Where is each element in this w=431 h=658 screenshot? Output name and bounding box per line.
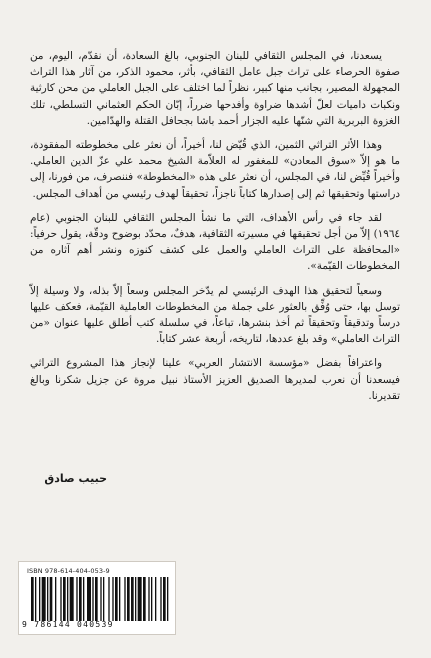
barcode-bar bbox=[160, 577, 161, 621]
paragraph-1: يسعدنا، في المجلس الثقافي للبنان الجنوبي، بالغ السعادة، أن نقدّم، اليوم، من صفوة الحرصاء على تراث جبل عامل الثقافي، بأثر، محمود الذكر، من آثار هذا التراث المجهولة المصير، بجانب منها كبير، نظراً لما اختلف على الجبل العاملي من محن كارثية ونكبات داميات لعلّ أشدها ضراوة وأفدحها ضرراً، إبّان الحكم العثماني التسلطي، تلك الغزوة البربرية التي شنّها عليه الجزار أحمد باشا بجحافل القتلة والهدّامين. bbox=[30, 50, 400, 127]
barcode-bar bbox=[148, 577, 149, 621]
barcode-bar bbox=[119, 577, 120, 621]
paragraph-4: وسعياً لتحقيق هذا الهدف الرئيسي لم يدّخر المجلس وسعاً إلاّ بذله، ولا وسيلة إلاّ توسل بها، حتى وُفِّق بالعثور على جملة من المخطوطات العاملية القيّمة، فعكف عليها درساً وتدقيقاً وتحقيقاً ثم أخذ بنشرها، تباعاً، في سلسلة كتب أطلق عليها عنوان «من التراث العاملي» وقد بلغ عددها، لتاريخه، أربعة عشر كتاباً. bbox=[30, 284, 400, 346]
body-text bbox=[30, 48, 400, 412]
barcode-bar bbox=[131, 577, 134, 621]
barcode-bar bbox=[92, 577, 93, 621]
barcode-bars bbox=[31, 577, 171, 621]
barcode-bar bbox=[79, 577, 82, 621]
barcode-bar bbox=[47, 577, 48, 621]
barcode-bar bbox=[151, 577, 152, 621]
paragraph-3: لقد جاء في رأس الأهداف، التي ما نشأ المجلس الثقافي للبنان الجنوبي (عام ١٩٦٤) إلاّ من أجل تحقيقها في مسيرته الثقافية، هدفٌ، محدّد بوضوح ودقّة، يقول حرفياً: «المحافظة على التراث العاملي والعمل على كشف كنوزه ونشر أهم آثاره من المخطوطات القيّمة». bbox=[30, 211, 400, 273]
barcode-bar bbox=[167, 577, 168, 621]
barcode-bar bbox=[135, 577, 136, 621]
barcode-bar bbox=[76, 577, 77, 621]
barcode-bar bbox=[87, 577, 91, 621]
barcode-bar bbox=[108, 577, 109, 621]
barcode-bar bbox=[103, 577, 104, 621]
barcode-bar bbox=[50, 577, 53, 621]
barcode-digits: 9 786144 040539 bbox=[22, 620, 114, 629]
barcode-bar bbox=[163, 577, 166, 621]
barcode-bar bbox=[155, 577, 156, 621]
barcode-bar bbox=[63, 577, 66, 621]
barcode-bar bbox=[39, 577, 40, 621]
barcode-bar bbox=[138, 577, 142, 621]
barcode-bar bbox=[124, 577, 125, 621]
barcode-bar bbox=[112, 577, 113, 621]
paragraph-2: وهذا الأثر التراثي الثمين، الذي قُيّض لنا، أخيراً، أن نعثر على مخطوطته المفقودة، ما هو إلاّ «سوق المعادن» للمغفور له العلاّمة الشيخ محمد علي عزّ الدين العاملي. وأخيراً قُيِّض لنا، في المجلس، أن نعثر على هذه «المخطوطة» فننصرف، من فورنا، إلى دراستها وتحقيقها ثم إلى إصدارها كتاباً ناجزاً، تحقيقاً لهدف رئيسي من أهداف المجلس. bbox=[30, 139, 400, 200]
barcode-bar bbox=[55, 577, 56, 621]
barcode-bar bbox=[127, 577, 130, 621]
barcode-bar bbox=[115, 577, 118, 621]
barcode-bar bbox=[70, 577, 74, 621]
barcode-bar bbox=[83, 577, 84, 621]
barcode-bar bbox=[95, 577, 98, 621]
isbn-label: ISBN 978-614-404-053-9 bbox=[27, 567, 110, 575]
paragraph-5: واعترافاً بفضل «مؤسسة الانتشار العربي» علينا لإنجاز هذا المشروع التراثي فيسعدنا أن نعرب لمديرها الصديق العزيز الأستاذ نبيل مروة عن جزيل شكرنا وبالغ تقديرنا. bbox=[30, 357, 400, 402]
barcode-bar bbox=[60, 577, 61, 621]
author-signature: حبيب صادق bbox=[44, 472, 107, 485]
barcode-bar bbox=[35, 577, 36, 621]
barcode-bar bbox=[31, 577, 34, 621]
isbn-barcode bbox=[18, 561, 176, 635]
barcode-bar bbox=[67, 577, 68, 621]
barcode-bar bbox=[143, 577, 146, 621]
barcode-bar bbox=[100, 577, 101, 621]
barcode-bar bbox=[42, 577, 46, 621]
